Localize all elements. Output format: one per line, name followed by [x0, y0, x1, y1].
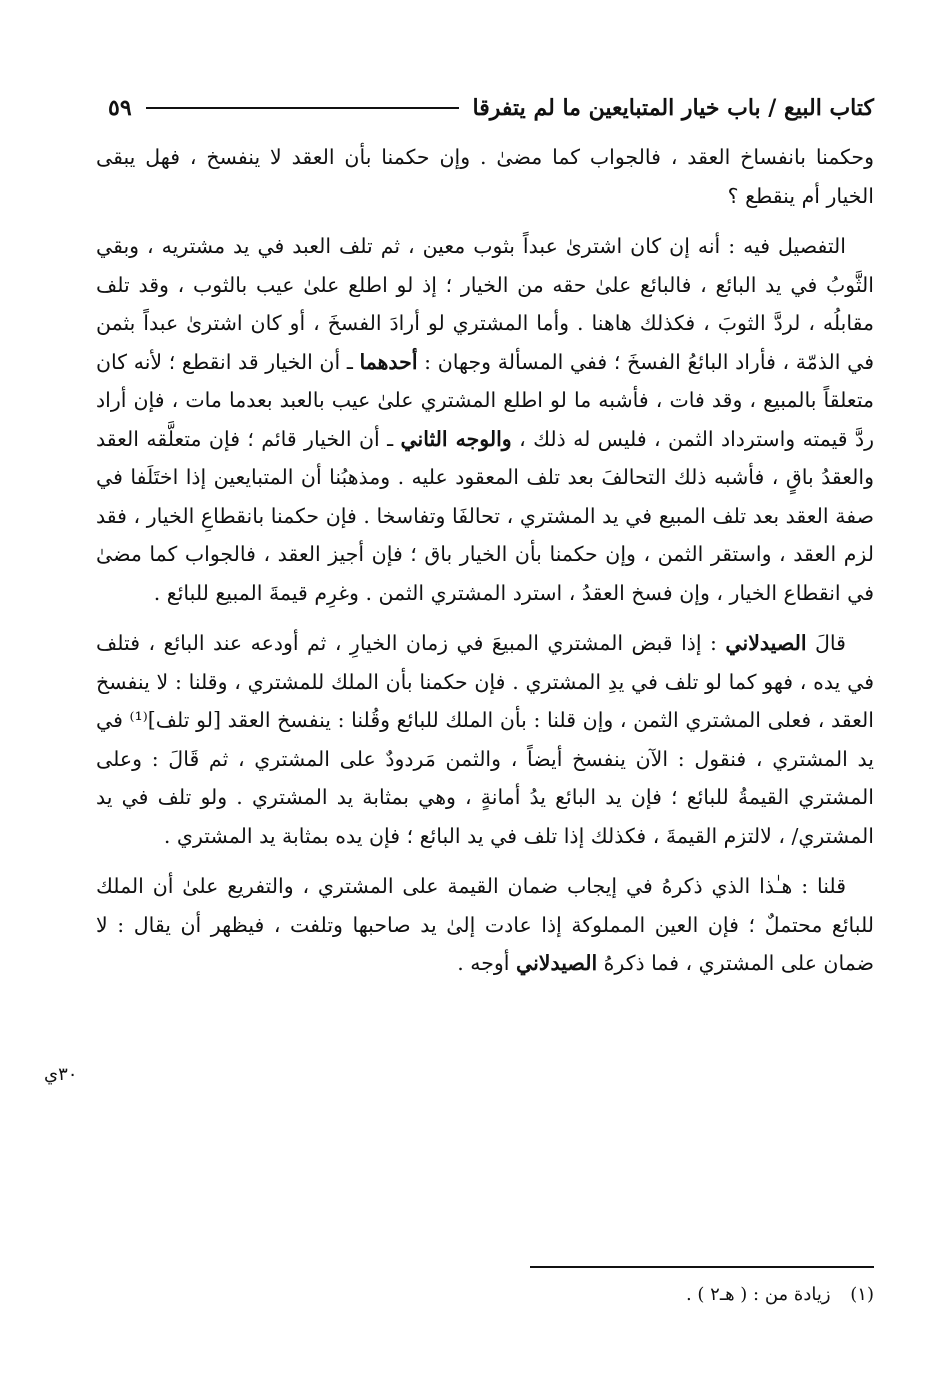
scholar-name: الصيدلاني: [516, 951, 598, 975]
margin-folio-note: ٣٠ي: [44, 1064, 78, 1085]
running-header: [108, 88, 874, 128]
scholar-name: أحدهما: [359, 349, 418, 374]
footnote-text: زيادة من : ( هـ٢ ) .: [685, 1284, 831, 1305]
footnote-number: (١): [850, 1284, 874, 1305]
text-run: أوجه .: [457, 951, 516, 975]
page-number: ٥٩: [108, 95, 132, 121]
text-run: : إذا قبض المشتري المبيعَ في زمان الخيارِ ، ثم أودعه عند البائع ، فتلف في يده ، فهو كما لو تلف في يدِ المشتري . فإن حكمنا بأن الملك للمشتري ، وقلنا : لا ينفسخ العقد ، فعلى المشتري الثمن ، وإن قلنا : بأن الملك للبائع وقُلنا : ينفسخ العقد [لو تلف]⁽¹⁾ في يد المشتري ، فنقول : الآن ينفسخ أيضاً ، والثمن مَردودٌ على المشتري ، ثم قَالَ : وعلى المشتري القيمةُ للبائع ؛ فإن يد البائع يدُ أمانةٍ ، وهي بمثابة يد المشتري . ولو تلف في يد المشتري/ ، لالتزم القيمةَ ، فكذلك إذا تلف في يد البائع ؛ فإن يده بمثابة يد المشتري .: [96, 631, 874, 848]
header-rule: [146, 107, 459, 109]
text-run: ـ أن الخيار قائم ؛ فإن متعلَّقه العقد والعقدُ باقٍ ، فأشبه ذلك التحالفَ بعد تلف المعقود عليه . ومذهبُنا أن المتبايعين إذا اختَلَفا في صفة العقد بعد تلف المبيع في يد المشتري ، تحالفَا وتفاسخا . فإن حكمنا بانقطاعِ الخيار ، فقد لزم العقد ، واستقر الثمن ، وإن حكمنا بأن الخيار باق ؛ فإن أجيز العقد ، فالجواب كما مضىٰ في انقطاع الخيار ، وإن فسخ العقدُ ، استرد المشتري الثمن . وغرِم قيمةَ المبيع للبائع .: [96, 426, 875, 605]
scholar-name: الصيدلاني: [725, 631, 807, 655]
paragraph: [96, 624, 874, 855]
paragraph: [96, 867, 874, 983]
body-text: [96, 138, 874, 995]
text-run: التفصيل فيه : أنه إن كان اشترىٰ عبداً بثوب معين ، ثم تلف العبد في يد مشتريه ، وبقي الثَّوبُ في يد البائع ، فالبائع علىٰ حقه من الخيار ؛ إذ لو اطلع علىٰ عيب بالثوب ، وقد تلف مقابلُه ، لردَّ الثوبَ ، فكذلك هاهنا . وأما المشتري لو أرادَ الفسخَ ، أو كان اشترىٰ عبداً بثمن في الذمّة ، فأراد البائعُ الفسخَ ؛ ففي المسألة وجهان :: [96, 234, 875, 374]
header-title: كتاب البيع / باب خيار المتبايعين ما لم يتفرقا: [472, 95, 874, 121]
text-run: قالَ: [806, 631, 846, 655]
scholar-name: والوجه الثاني: [400, 426, 512, 451]
text-run: وحكمنا بانفساخ العقد ، فالجواب كما مضىٰ . وإن حكمنا بأن العقد لا ينفسخ ، فهل يبقى الخيار أم ينقطع ؟: [96, 145, 874, 208]
text-run: قلنا : هـٰذا الذي ذكرهُ في إيجاب ضمان القيمة على المشتري ، والتفريع علىٰ أن الملك للبائع محتملٌ ؛ فإن العين المملوكة إذا عادت إلىٰ يد صاحبها وتلفت ، فيظهر أن يقال : لا ضمان على المشتري ، فما ذكرهُ: [96, 874, 874, 975]
paragraph: [96, 138, 874, 215]
paragraph: [96, 227, 874, 612]
text-run: ـ أن الخيار قد انقطع ؛ لأنه كان متعلقاً بالمبيع ، وقد فات ، فأشبه ما لو اطلع المشتري علىٰ عيب بالعبد بعدما مات ، فإن أراد ردَّ قيمته واسترداد الثمن ، فليس له ذلك ،: [96, 349, 874, 451]
footnote-rule: [530, 1266, 874, 1268]
footnote: [300, 1284, 874, 1305]
